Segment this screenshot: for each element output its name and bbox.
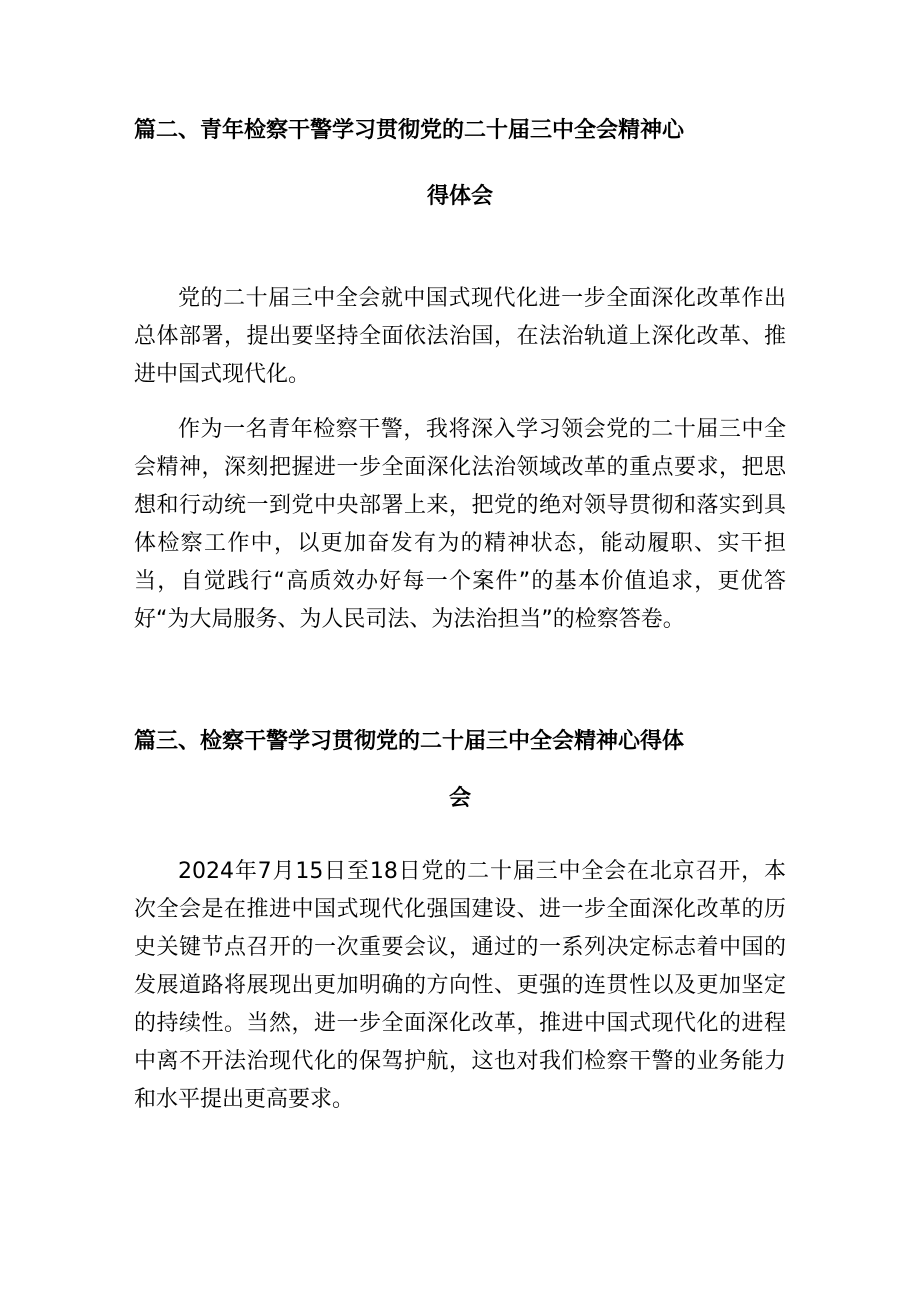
section-2-paragraph-1: 党的二十届三中全会就中国式现代化进一步全面深化改革作出总体部署，提出要坚持全面依法治国，在法治轨道上深化改革、推进中国式现代化。 <box>134 286 786 387</box>
section-3-paragraph-1: 2024年7月15日至18日党的二十届三中全会在北京召开，本次全会是在推进中国式现代化强国建设、进一步全面深化改革的历史关键节点召开的一次重要会议，通过的一系列决定标志着中国的发展道路将展现出更加明确的方向性、更强的连贯性以及更加坚定的持续性。当然，进一步全面深化改革，推进中国式现代化的进程中离不开法治现代化的保驾护航，这也对我们检察干警的业务能力和水平提出更高要求。 <box>134 859 786 1112</box>
section-2-heading-line2: 得体会 <box>426 184 493 209</box>
section-3-heading-line1: 篇三、检察干警学习贯彻党的二十届三中全会精神心得体 <box>134 729 685 754</box>
section-2-heading-line1: 篇二、青年检察干警学习贯彻党的二十届三中全会精神心 <box>134 118 685 143</box>
section-3-heading-line2: 会 <box>448 786 471 811</box>
section-2-paragraph-2: 作为一名青年检察干警，我将深入学习领会党的二十届三中全会精神，深刻把握进一步全面深化法治领域改革的重点要求，把思想和行动统一到党中央部署上来，把党的绝对领导贯彻和落实到具体检察工作中，以更加奋发有为的精神状态，能动履职、实干担当，自觉践行“高质效办好每一个案件”的基本价值追求，更优答好“为大局服务、为人民司法、为法治担当”的检察答卷。 <box>134 417 786 632</box>
